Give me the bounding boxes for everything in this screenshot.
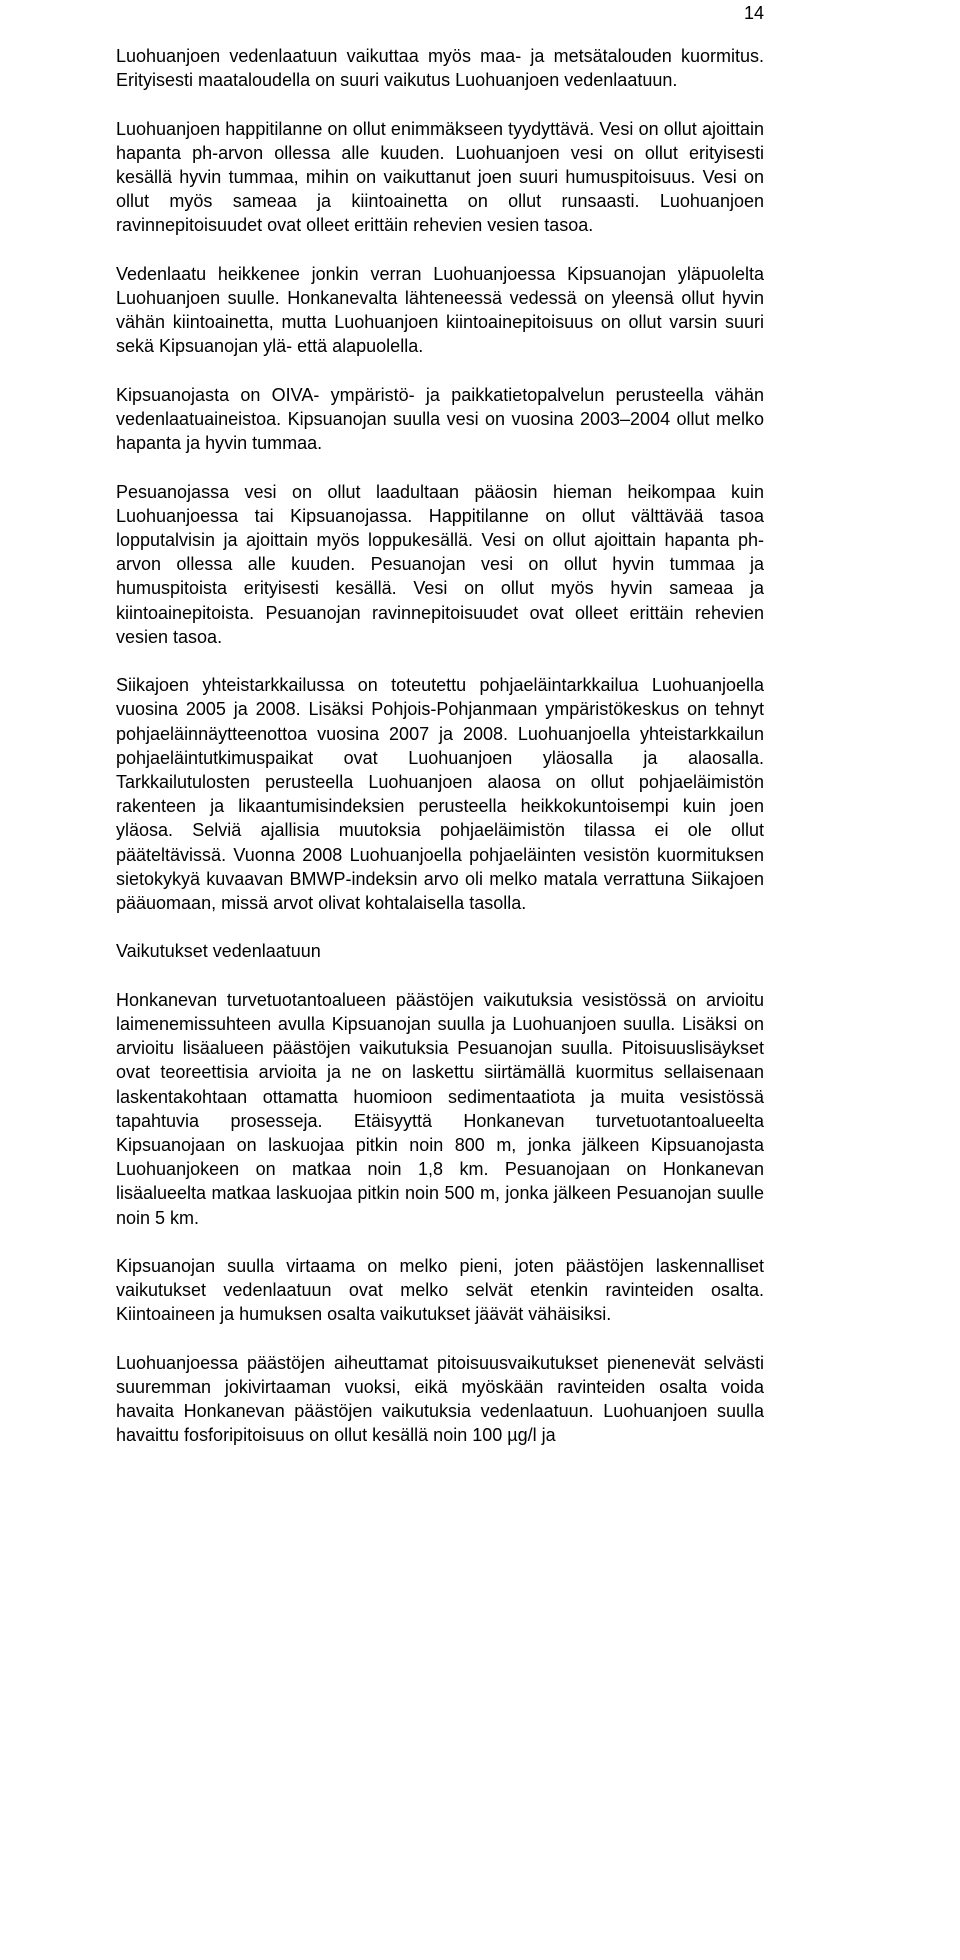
paragraph-pesuanoja: Pesuanojassa vesi on ollut laadultaan pääosin hieman heikompaa kuin Luohuanjoessa tai Kipsuanojassa. Happitilanne on ollut välttävää tasoa lopputalvisin ja ajoittain myös loppukesällä. Vesi on ollut ajoittain hapanta ph-arvon ollessa alle kuuden. Pesuanojan vesi on ollut hyvin tummaa ja humuspitoista erityisesti kesällä. Vesi on ollut myös hyvin sameaa ja kiintoainepitoista. Pesuanojan ravinnepitoisuudet ovat olleet erittäin rehevien vesien tasoa.: [116, 481, 764, 647]
paragraph-luohuanjoki-water-quality: Luohuanjoen happitilanne on ollut enimmäkseen tyydyttävä. Vesi on ollut ajoittain hapanta ph-arvon ollessa alle kuuden. Luohuanjoen vesi on ollut erityisesti kesällä hyvin tummaa, mihin on vaikuttanut joen suuri humuspitoisuus. Vesi on ollut myös sameaa ja kiintoainetta on ollut runsaasti. Luohuanjoen ravinnepitoisuudet ovat olleet erittäin rehevien vesien tasoa.: [116, 118, 764, 236]
paragraph-quality-decline: Vedenlaatu heikkenee jonkin verran Luohuanjoessa Kipsuanojan yläpuolelta Luohuanjoen suulle. Honkanevalta lähteneessä vedessä on yleensä ollut hyvin vähän kiintoainetta, mutta Luohuanjoen kiintoainepitoisuus on ollut varsin suuri sekä Kipsuanojan ylä- että alapuolella.: [116, 263, 764, 357]
paragraph-load-sources: Luohuanjoen vedenlaatuun vaikuttaa myös maa- ja metsätalouden kuormitus. Erityisesti maataloudella on suuri vaikutus Luohuanjoen vedenlaatuun.: [116, 46, 764, 91]
paragraph-benthic-monitoring: Siikajoen yhteistarkkailussa on toteutettu pohjaeläintarkkailua Luohuanjoella vuosina 2005 ja 2008. Lisäksi Pohjois-Pohjanmaan ympäristökeskus on tehnyt pohjaeläinnäytteenottoa vuosina 2007 ja 2008. Luohuanjoella yhteistarkkailun pohjaeläintutkimuspaikat ovat Luohuanjoen yläosalla ja alaosalla. Tarkkailutulosten perusteella Luohuanjoen alaosa on ollut pohjaeläimistön rakenteen ja likaantumisindeksien perusteella heikkokuntoisempi kuin joen yläosa. Selviä ajallisia muutoksia pohjaeläimistön tilassa ei ole ollut pääteltävissä. Vuonna 2008 Luohuanjoella pohjaeläinten vesistön kuormituksen sietokykyä kuvaavan BMWP-indeksin arvo oli melko matala verrattuna Siikajoen pääuomaan, missä arvot olivat kohtalaisella tasolla.: [116, 675, 764, 914]
document-body: [116, 44, 764, 1448]
page-number: 14: [743, 3, 764, 23]
section-heading: Vaikutukset vedenlaatuun: [116, 941, 321, 962]
paragraph-kipsuanoja: Kipsuanojasta on OIVA- ympäristö- ja paikkatietopalvelun perusteella vähän vedenlaatuaineistoa. Kipsuanojan suulla vesi on vuosina 2003–2004 ollut melko hapanta ja hyvin tummaa.: [116, 384, 764, 454]
paragraph-impact-assessment: Honkanevan turvetuotantoalueen päästöjen vaikutuksia vesistössä on arvioitu laimenemissuhteen avulla Kipsuanojan suulla ja Luohuanjoen suulla. Lisäksi on arvioitu lisäalueen päästöjen vaikutuksia Pesuanojan suulla. Pitoisuuslisäykset ovat teoreettisia arvioita ja ne on laskettu siirtämällä kuormitus sellaisenaan laskentakohtaan ottamatta huomioon sedimentaatiota ja muita vesistössä tapahtuvia prosesseja. Etäisyyttä Honkanevan turvetuotantoalueelta Kipsuanojaan on laskuojaa pitkin noin 800 m, jonka jälkeen Kipsuanojasta Luohuanjokeen on matkaa noin 1,8 km. Pesuanojaan on Honkanevan lisäalueelta matkaa laskuojaa pitkin noin 500 m, jonka jälkeen Pesuanojan suulle noin 5 km.: [116, 989, 764, 1228]
paragraph-luohuanjoki-impacts: Luohuanjoessa päästöjen aiheuttamat pitoisuusvaikutukset pienenevät selvästi suuremman jokivirtaaman vuoksi, eikä myöskään ravinteiden osalta voida havaita Honkanevan päästöjen vaikutuksia vedenlaatuun. Luohuanjoen suulla havaittu fosforipitoisuus on ollut kesällä noin 100 µg/l ja: [116, 1352, 764, 1446]
paragraph-kipsuanoja-impacts: Kipsuanojan suulla virtaama on melko pieni, joten päästöjen laskennalliset vaikutukset vedenlaatuun ovat melko selvät etenkin ravinteiden osalta. Kiintoaineen ja humuksen osalta vaikutukset jäävät vähäisiksi.: [116, 1256, 764, 1325]
